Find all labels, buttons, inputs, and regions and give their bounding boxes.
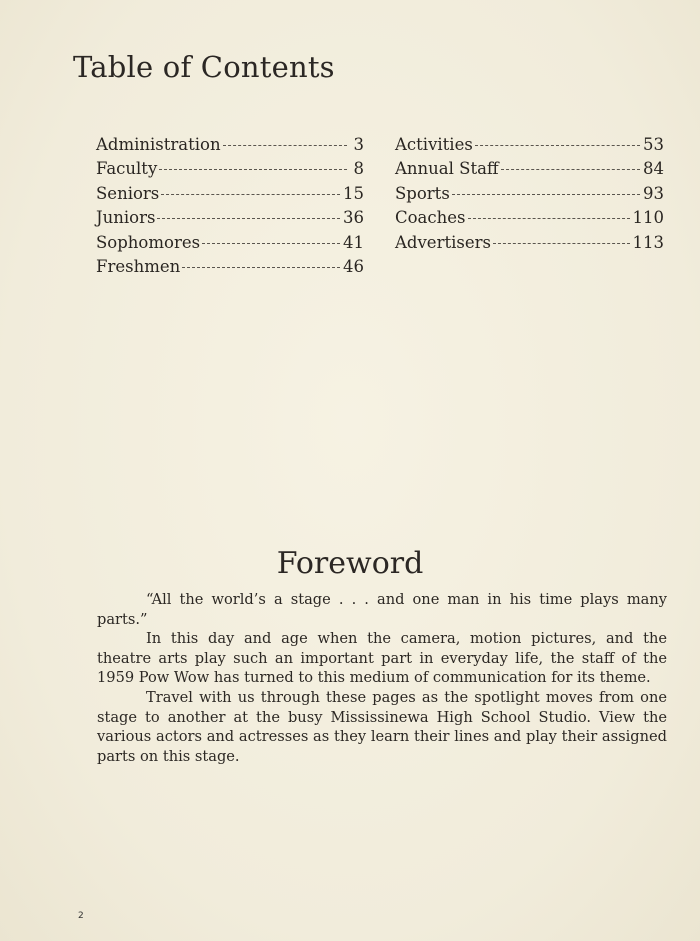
toc-entry-label: Freshmen (96, 256, 181, 276)
toc-entry-page: 15 (343, 183, 364, 203)
toc-entry (96, 255, 364, 279)
foreword-title: Foreword (276, 546, 424, 581)
toc-entry-label: Sophomores (96, 232, 201, 252)
toc-entry-label: Juniors (96, 208, 156, 228)
page-number: 2 (78, 911, 84, 921)
toc-leader-dots (159, 169, 347, 170)
toc-right-column (395, 133, 664, 255)
toc-entry-page: 110 (632, 208, 664, 228)
toc-entry-label: Coaches (395, 208, 466, 228)
toc-leader-dots (475, 145, 640, 146)
toc-leader-dots (182, 267, 340, 268)
toc-entry-page: 8 (353, 159, 364, 179)
toc-leader-dots (493, 243, 630, 244)
toc-entry-page: 113 (632, 232, 664, 252)
toc-entry-label: Faculty (96, 159, 158, 179)
toc-entry-page: 93 (643, 183, 664, 203)
toc-entry (395, 133, 664, 157)
toc-entry-page: 46 (343, 256, 364, 276)
toc-entry-label: Sports (395, 183, 450, 203)
toc-title: Table of Contents (73, 50, 335, 84)
toc-leader-dots (157, 218, 340, 219)
toc-entry-label: Seniors (96, 183, 160, 203)
toc-leader-dots (202, 243, 340, 244)
toc-entry (395, 182, 664, 206)
toc-left-column (96, 133, 364, 279)
toc-entry (395, 157, 664, 181)
toc-entry-page: 36 (343, 208, 364, 228)
toc-entry (96, 157, 364, 181)
toc-entry-label: Activities (395, 135, 473, 154)
toc-entry-page: 41 (343, 232, 364, 252)
toc-entry (96, 231, 364, 255)
toc-entry-page: 84 (643, 159, 664, 179)
foreword-paragraph: Travel with us through these pages as the spotlight moves from one stage to another at the busy Mississinewa High School Studio. View the various actors and actresses as they learn their lines and play their assigned parts on this stage. (97, 688, 667, 765)
toc-leader-dots (468, 218, 630, 219)
toc-leader-dots (223, 145, 347, 146)
toc-entry (96, 133, 364, 157)
toc-leader-dots (161, 194, 340, 195)
toc-entry-label: Advertisers (395, 232, 491, 252)
foreword-paragraph: “All the world’s a stage . . . and one man in his time plays many parts.” (97, 591, 667, 628)
toc-entry-page: 53 (643, 135, 664, 154)
toc-entry (96, 182, 364, 206)
toc-entry-page: 3 (353, 135, 364, 154)
foreword-body (97, 590, 667, 766)
foreword-paragraph: In this day and age when the camera, motion pictures, and the theatre arts play such an important part in everyday life, the staff of the 1959 Pow Wow has turned to this medium of communication for its theme. (97, 630, 667, 687)
toc-entry (96, 206, 364, 230)
toc-entry-label: Administration (96, 135, 221, 154)
toc-entry-label: Annual Staff (395, 159, 499, 179)
toc-leader-dots (501, 169, 640, 170)
toc-leader-dots (452, 194, 640, 195)
toc-entry (395, 231, 664, 255)
toc-entry (395, 206, 664, 230)
